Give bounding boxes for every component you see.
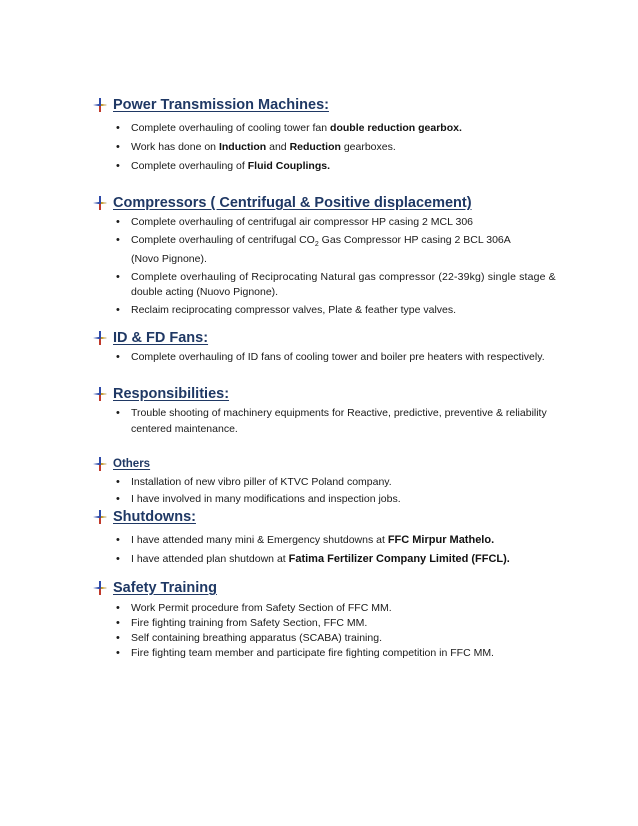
section-title: ID & FD Fans:: [113, 330, 209, 346]
section-heading: [92, 384, 572, 404]
list-item: • Complete overhauling of ID fans of cooling tower and boiler pre heaters with respectively.: [116, 351, 545, 363]
list-item: • Self containing breathing apparatus (SCABA) training.: [116, 632, 382, 644]
list-item: • Complete overhauling of cooling tower fan double reduction gearbox.: [116, 122, 462, 134]
list-item: • I have attended many mini & Emergency shutdowns at FFC Mirpur Mathelo.: [116, 534, 495, 546]
arrow-bullet-icon: [92, 509, 108, 525]
section-title: Safety Training: [113, 580, 217, 596]
section-fans: [92, 328, 572, 366]
section-heading: [92, 193, 572, 213]
arrow-bullet-icon: [92, 97, 108, 113]
arrow-bullet-icon: [92, 580, 108, 596]
bullet-list: [92, 119, 572, 176]
section-heading: [92, 95, 572, 115]
section-title: Others: [113, 458, 151, 470]
section-title: Power Transmission Machines:: [113, 97, 329, 113]
list-item: • Reclaim reciprocating compressor valves, Plate & feather type valves.: [116, 303, 457, 316]
list-item: • Trouble shooting of machinery equipments for Reactive, predictive, preventive & reliability centered maintenance.: [116, 407, 547, 435]
section-title: Compressors ( Centrifugal & Positive displacement): [113, 195, 472, 211]
list-item: • Work has done on Induction and Reduction gearboxes.: [116, 141, 396, 153]
arrow-bullet-icon: [92, 195, 108, 211]
section-title: Responsibilities:: [113, 386, 230, 402]
section-power-transmission: [92, 95, 572, 176]
arrow-bullet-icon: [92, 456, 108, 472]
bullet-list: [92, 215, 572, 318]
list-item: • I have involved in many modifications and inspection jobs.: [116, 493, 401, 505]
section-heading: [92, 507, 572, 527]
list-item: • Complete overhauling of centrifugal $CO_2$ Gas Compressor HP casing 2 BCL 306A (Novo Pignone).: [116, 233, 511, 266]
list-item: • Work Permit procedure from Safety Section of FFC MM.: [116, 602, 392, 614]
list-item: • I have attended plan shutdown at Fatima Fertilizer Company Limited (FFCL).: [116, 553, 510, 565]
bullet-list: [92, 350, 572, 366]
bullet-list: [92, 406, 572, 437]
arrow-bullet-icon: [92, 386, 108, 402]
bullet-list: [92, 601, 572, 661]
section-heading: [92, 578, 572, 598]
section-responsibilities: [92, 384, 572, 437]
list-item: • Fire fighting team member and participate fire fighting competition in FFC MM.: [116, 647, 494, 659]
section-title: Shutdowns:: [113, 509, 196, 525]
bullet-list: [92, 531, 572, 569]
list-item: • Complete overhauling of centrifugal air compressor HP casing 2 MCL 306: [116, 216, 474, 228]
list-item: • Complete overhauling of Fluid Couplings.: [116, 160, 330, 172]
section-others: [92, 454, 572, 508]
list-item: • Fire fighting training from Safety Section, FFC MM.: [116, 617, 368, 629]
bullet-list: [92, 474, 572, 508]
section-heading: [92, 454, 572, 474]
list-item: • Complete overhauling of Reciprocating Natural gas compressor (22-39kg) single stage & double acting (Nuovo Pignone).: [116, 270, 556, 299]
section-heading: [92, 328, 572, 348]
list-item: • Installation of new vibro piller of KTVC Poland company.: [116, 476, 392, 488]
section-safety-training: [92, 578, 572, 661]
section-shutdowns: [92, 507, 572, 569]
arrow-bullet-icon: [92, 330, 108, 346]
section-compressors: [92, 193, 572, 318]
